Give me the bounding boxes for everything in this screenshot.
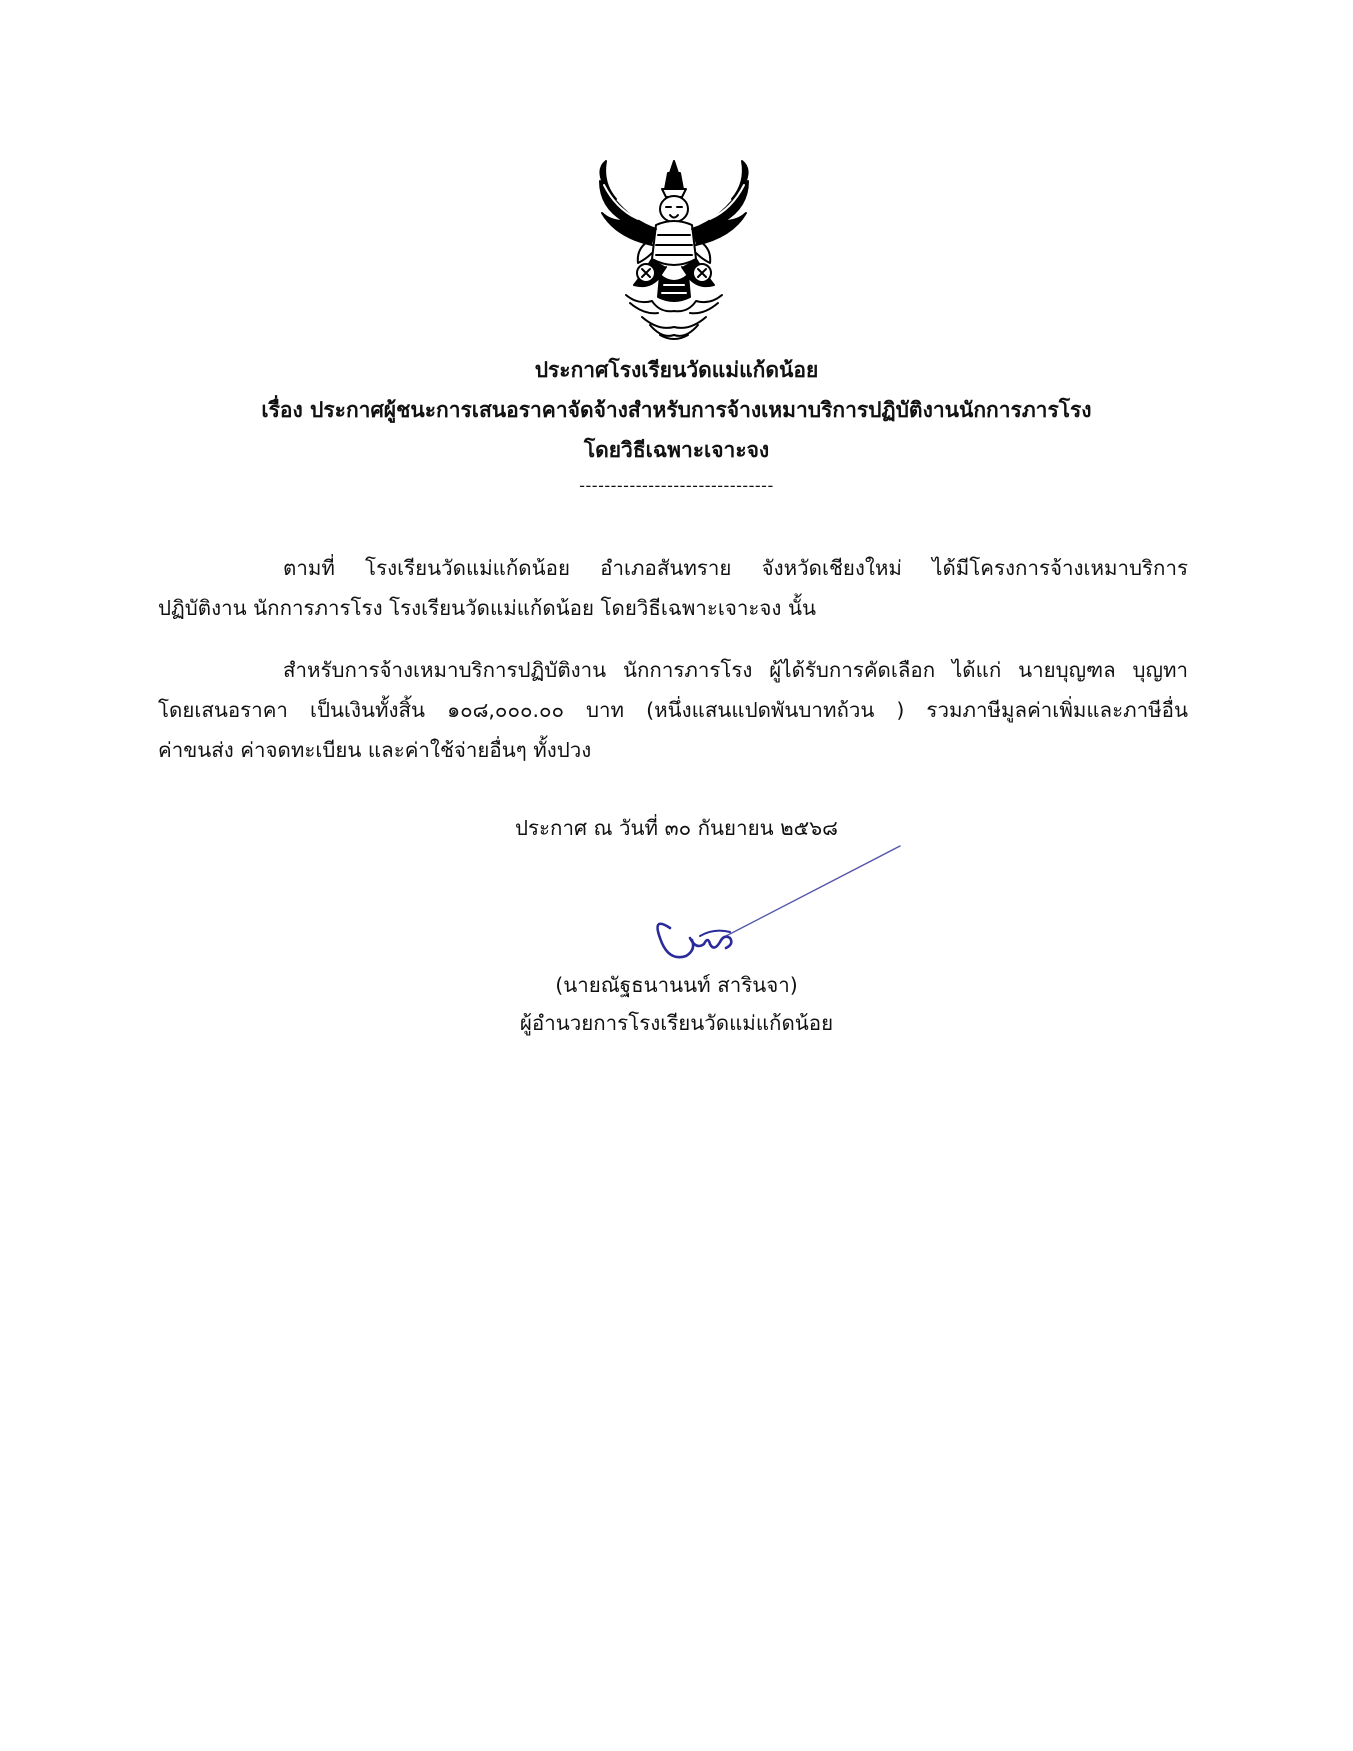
handwritten-signature bbox=[630, 840, 910, 970]
announcement-title: ประกาศโรงเรียนวัดแม่แก้ดน้อย bbox=[534, 358, 819, 382]
announcement-subject: เรื่อง ประกาศผู้ชนะการเสนอราคาจัดจ้างสำหรับการจ้างเหมาบริการปฏิบัติงานนักการภารโรง bbox=[261, 398, 1092, 422]
paragraph-line: ตามที่ โรงเรียนวัดแม่แก้ดน้อย อำเภอสันทราย จังหวัดเชียงใหม่ ได้มีโครงการจ้างเหมาบริการ bbox=[283, 556, 1188, 580]
signer-position: ผู้อำนวยการโรงเรียนวัดแม่แก้ดน้อย bbox=[519, 1011, 834, 1035]
paragraph-line: ค่าขนส่ง ค่าจดทะเบียน และค่าใช้จ่ายอื่นๆ ทั้งปวง bbox=[158, 738, 592, 762]
paragraph-project bbox=[158, 548, 1188, 628]
paragraph-line: ปฏิบัติงาน นักการภารโรง โรงเรียนวัดแม่แก้ดน้อย โดยวิธีเฉพาะเจาะจง นั้น bbox=[158, 596, 816, 620]
garuda-emblem-icon bbox=[586, 155, 762, 345]
announcement-method: โดยวิธีเฉพาะเจาะจง bbox=[583, 438, 770, 462]
paragraph-winner bbox=[158, 650, 1188, 770]
paragraph-line: โดยเสนอราคา เป็นเงินทั้งสิ้น ๑๐๘,๐๐๐.๐๐ บาท (หนึ่งแสนแปดพันบาทถ้วน ) รวมภาษีมูลค่าเพิ่มและภาษีอื่น bbox=[158, 698, 1188, 722]
paragraph-line: สำหรับการจ้างเหมาบริการปฏิบัติงาน นักการภารโรง ผู้ได้รับการคัดเลือก ได้แก่ นายบุญฑล บุญทา bbox=[283, 658, 1188, 682]
announcement-date: ประกาศ ณ วันที่ ๓๐ กันยายน ๒๕๖๘ bbox=[515, 816, 838, 840]
heading-divider: ------------------------------- bbox=[579, 476, 774, 495]
signer-name: (นายณัฐธนานนท์ สารินจา) bbox=[555, 973, 798, 997]
